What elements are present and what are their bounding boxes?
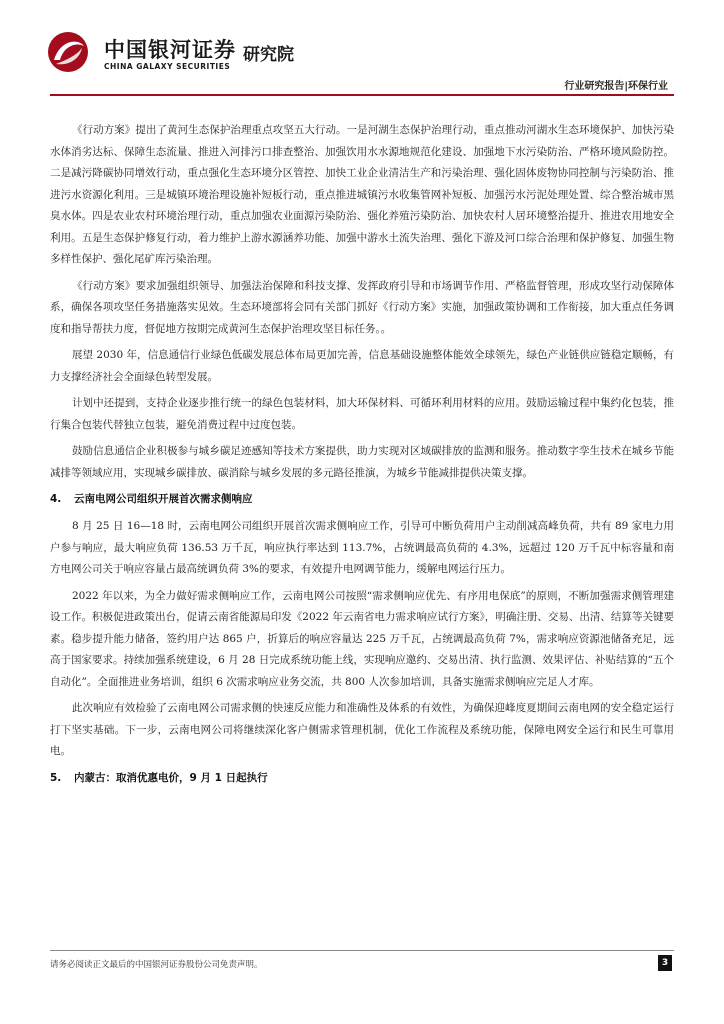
section-title: 内蒙古：取消优惠电价，9 月 1 日起执行 xyxy=(74,771,268,784)
paragraph: 鼓励信息通信企业积极参与城乡碳足迹感知等技术方案提供，助力实现对区域碳排放的监测和服务。推动数字孪生技术在城乡节能减排等领域应用，实现城乡碳排放、碳消除与城乡发展的多元路径推演，为城乡节能减排提供决策支撑。 xyxy=(50,445,674,479)
paragraph: 《行动方案》提出了黄河生态保护治理重点攻坚五大行动。一是河湖生态保护治理行动，重点推动河湖水生态环境保护、加快污染水体消劣达标、保障生态流量、推进入河排污口排查整治、加强饮用水水源地规范化建设、加强地下水污染防治、严格环境风险防控。二是减污降碳协同增效行动，重点强化生态环境分区管控、加快工业企业清洁生产和污染治理、强化固体废物协同控制与污染防治、推进污水资源化利用。三是城镇环境治理设施补短板行动，重点推进城镇污水收集管网补短板、加强污水污泥处理处置、综合整治城市黑臭水体。四是农业农村环境治理行动，重点加强农业面源污染防治、强化养殖污染防治、加快农村人居环境整治提升、推进农用地安全利用。五是生态保护修复行动，着力维护上游水源涵养功能、加强中游水土流失治理、强化下游及河口综合治理和保护修复、加强生物多样性保护、强化尾矿库污染治理。 xyxy=(50,124,674,265)
section-number: 5. xyxy=(50,771,62,784)
page-number: 3 xyxy=(658,955,672,971)
paragraph: 2022 年以来，为全力做好需求侧响应工作，云南电网公司按照“需求侧响应优先、有序用电保底”的原则，不断加强需求侧管理建设工作。积极促进政策出台，促请云南省能源局印发《2022 年云南省电力需求响应试行方案》，明确注册、交易、出清、结算等关键要素。稳步提升能力储备，签约用户达 865 户，折算后的响应容量达 225 万千瓦，占统调最高负荷 7%，需求响应资源池储备充足，远高于国家要求。持续加强系统建设，6 月 28 日完成系统功能上线，实现响应邀约、交易出清、执行监测、效果评估、补贴结算的“五个自动化”。全面推进业务培训，组织 6 次需求响应业务交流，共 800 人次参加培训，具备实施需求侧响应完足人才库。 xyxy=(50,589,674,688)
section-title: 云南电网公司组织开展首次需求侧响应 xyxy=(74,493,253,505)
section-heading-4 xyxy=(50,489,674,510)
paragraph: 8 月 25 日 16—18 时，云南电网公司组织开展首次需求侧响应工作，引导可中断负荷用户主动削减高峰负荷，共有 89 家电力用户参与响应，最大响应负荷 136.53 万千瓦，响应执行率达到 113.7%，占统调最高负荷的 4.3%，远超过 120 万千瓦中标容量和南方电网公司关于响应容量占最高统调负荷 3%的要求，有效提升电网调节能力，缓解电网运行压力。 xyxy=(50,520,674,575)
footer-divider xyxy=(50,950,674,951)
company-name-en: CHINA GALAXY SECURITIES xyxy=(104,62,231,71)
company-name-cn: 中国银河证券 xyxy=(104,38,236,62)
paragraph: 此次响应有效检验了云南电网公司需求侧的快速反应能力和准确性及体系的有效性，为确保迎峰度夏期间云南电网的安全稳定运行打下坚实基础。下一步，云南电网公司将继续深化客户侧需求管理机制，优化工作流程及系统功能，保障电网安全运行和民生可靠用电。 xyxy=(50,702,674,757)
report-category: 行业研究报告|环保行业 xyxy=(564,81,668,92)
section-heading-5 xyxy=(50,768,674,789)
page-header xyxy=(0,0,724,100)
institute-label: 研究院 xyxy=(243,45,294,65)
disclaimer-text: 请务必阅读正文最后的中国银河证券股份公司免责声明。 xyxy=(50,960,263,970)
report-body xyxy=(50,120,674,795)
paragraph: 展望 2030 年，信息通信行业绿色低碳发展总体布局更加完善，信息基础设施整体能效全球领先，绿色产业链供应链稳定顺畅，有力支撑经济社会全面绿色转型发展。 xyxy=(50,349,674,383)
section-number: 4. xyxy=(50,493,62,505)
paragraph: 计划中还提到，支持企业逐步推行统一的绿色包装材料，加大环保材料、可循环利用材料的应用。鼓励运输过程中集约化包装，推行集合包装代替独立包装，避免消费过程中过度包装。 xyxy=(50,397,674,431)
header-divider xyxy=(50,94,674,96)
paragraph: 《行动方案》要求加强组织领导、加强法治保障和科技支撑、发挥政府引导和市场调节作用、严格监督管理，形成攻坚行动保障体系，确保各项攻坚任务措施落实见效。生态环境部将会同有关部门抓好《行动方案》实施，加强政策协调和工作衔接，加大重点任务调度和指导帮扶力度，督促地方按期完成黄河生态保护治理攻坚目标任务。。 xyxy=(50,279,674,335)
galaxy-logo-icon xyxy=(46,30,90,74)
